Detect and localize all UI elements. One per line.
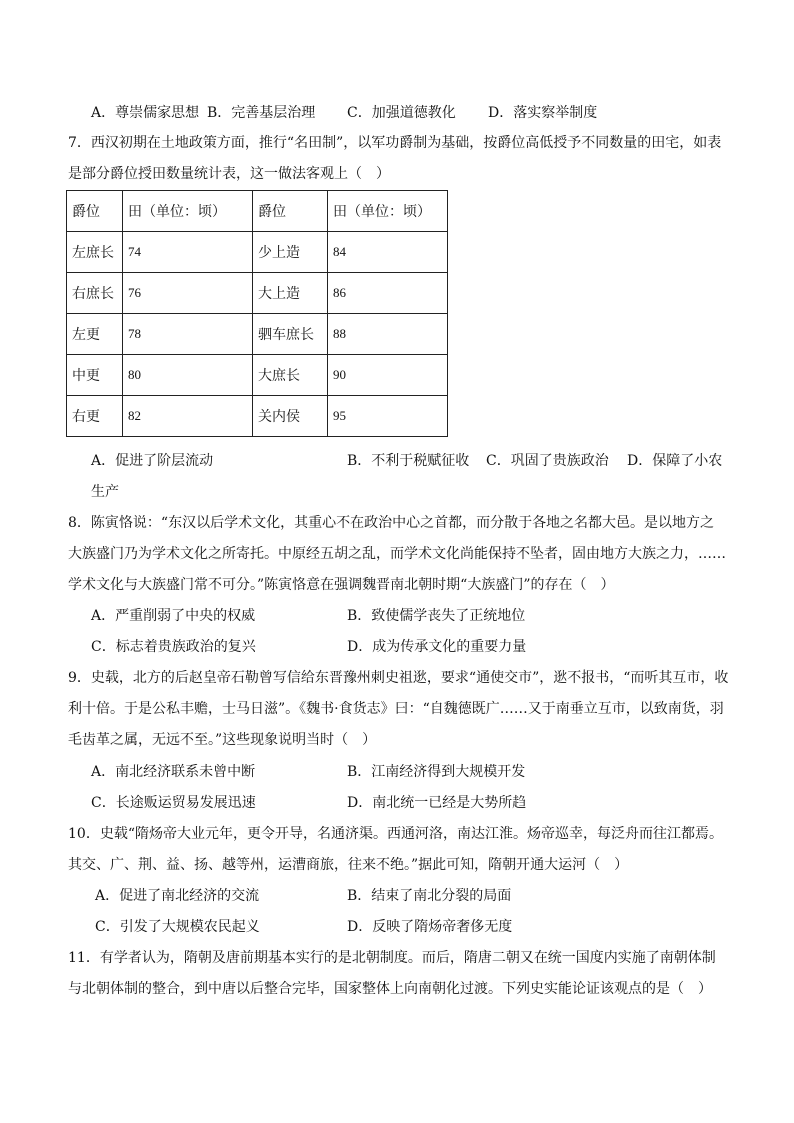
table-cell-rank: 关内侯 bbox=[253, 396, 328, 437]
table-cell-land: 88 bbox=[328, 314, 448, 355]
q6-option-b: B．完善基层治理 bbox=[207, 105, 316, 121]
q11-stem-line-2: 与北朝体制的整合，到中唐以后整合完毕，国家整体上向南朝化过渡。下列史实能论证该观点的是（ ） bbox=[68, 981, 712, 997]
q10-stem-line-2: 其交、广、荆、益、扬、越等州，运漕商旅，往来不绝。”据此可知，隋朝开通大运河（ ） bbox=[68, 857, 629, 873]
q8-stem-line-2: 大族盛门乃为学术文化之所寄托。中原经五胡之乱，而学术文化尚能保持不坠者，固由地方大族之力，…… bbox=[68, 546, 726, 562]
table-cell-land: 74 bbox=[123, 232, 253, 273]
table-cell-rank: 左庶长 bbox=[67, 232, 123, 273]
q7-option-c: C．巩固了贵族政治 bbox=[486, 453, 609, 469]
q10-option-d: D．反映了隋炀帝奢侈无度 bbox=[347, 919, 513, 935]
table-cell-rank: 中更 bbox=[67, 355, 123, 396]
table-row bbox=[67, 396, 448, 437]
q8-stem-line-1: 8．陈寅恪说：“东汉以后学术文化，其重心不在政治中心之首都，而分散于各地之名都大邑。是以地方之 bbox=[68, 515, 715, 531]
table-cell-land: 95 bbox=[328, 396, 448, 437]
table-header-cell: 田（单位：顷） bbox=[328, 191, 448, 232]
q9-option-c: C．长途贩运贸易发展迅速 bbox=[91, 795, 256, 811]
q9-stem-line-3: 毛齿革之属，无远不至。”这些现象说明当时（ ） bbox=[68, 732, 377, 748]
table-cell-rank: 左更 bbox=[67, 314, 123, 355]
table-cell-land: 80 bbox=[123, 355, 253, 396]
table-cell-land: 84 bbox=[328, 232, 448, 273]
table-header-cell: 田（单位：顷） bbox=[123, 191, 253, 232]
q10-stem-line-1: 10．史载“隋炀帝大业元年，更令开导，名通济渠。西通河洛，南达江淮。炀帝巡幸，每泛舟而往江都焉。 bbox=[68, 826, 723, 842]
q7-option-d-continued: 生产 bbox=[91, 484, 119, 500]
q7-option-d: D．保障了小农 bbox=[627, 453, 723, 469]
q7-option-b: B．不利于税赋征收 bbox=[347, 453, 470, 469]
rank-land-table bbox=[66, 190, 448, 437]
q9-stem-line-2: 利十倍。于是公私丰赡，士马日滋”。《魏书·食货志》曰：“自魏德既广……又于南垂立互市，以致南货，羽 bbox=[68, 701, 724, 717]
q7-stem-line-1: 7．西汉初期在土地政策方面，推行“名田制”，以军功爵制为基础，按爵位高低授予不同数量的田宅，如表 bbox=[68, 135, 722, 151]
table-cell-rank: 右庶长 bbox=[67, 273, 123, 314]
q7-stem-line-2: 是部分爵位授田数量统计表，这一做法客观上（ ） bbox=[68, 166, 390, 182]
table-row bbox=[67, 273, 448, 314]
q9-stem-line-1: 9．史载，北方的后赵皇帝石勒曾写信给东晋豫州刺史祖逖，要求“通使交市”，逖不报书，“而听其互市，收 bbox=[68, 670, 729, 686]
table-cell-rank: 右更 bbox=[67, 396, 123, 437]
table-row bbox=[67, 232, 448, 273]
q10-option-c: C．引发了大规模农民起义 bbox=[95, 919, 260, 935]
table-row bbox=[67, 355, 448, 396]
table-cell-rank: 驷车庶长 bbox=[253, 314, 328, 355]
q6-option-c: C．加强道德教化 bbox=[347, 105, 456, 121]
table-row bbox=[67, 314, 448, 355]
q10-option-a: A．促进了南北经济的交流 bbox=[95, 888, 260, 904]
table-header-cell: 爵位 bbox=[253, 191, 328, 232]
q8-option-d: D．成为传承文化的重要力量 bbox=[347, 639, 527, 655]
table-cell-rank: 大庶长 bbox=[253, 355, 328, 396]
q6-option-a: A．尊崇儒家思想 bbox=[91, 105, 200, 121]
q8-option-c: C．标志着贵族政治的复兴 bbox=[91, 639, 256, 655]
table-cell-land: 78 bbox=[123, 314, 253, 355]
q8-stem-line-3: 学术文化与大族盛门常不可分。”陈寅恪意在强调魏晋南北朝时期“大族盛门”的存在（ ） bbox=[68, 577, 615, 593]
table-header-row bbox=[67, 191, 448, 232]
q7-option-a: A．促进了阶层流动 bbox=[91, 453, 214, 469]
q9-option-b: B．江南经济得到大规模开发 bbox=[347, 764, 526, 780]
table-cell-rank: 大上造 bbox=[253, 273, 328, 314]
table-cell-rank: 少上造 bbox=[253, 232, 328, 273]
table-cell-land: 76 bbox=[123, 273, 253, 314]
table-cell-land: 86 bbox=[328, 273, 448, 314]
table-cell-land: 82 bbox=[123, 396, 253, 437]
table-cell-land: 90 bbox=[328, 355, 448, 396]
q9-option-d: D．南北统一已经是大势所趋 bbox=[347, 795, 527, 811]
q8-option-b: B．致使儒学丧失了正统地位 bbox=[347, 608, 526, 624]
table-header-cell: 爵位 bbox=[67, 191, 123, 232]
q8-option-a: A．严重削弱了中央的权威 bbox=[91, 608, 256, 624]
q9-option-a: A．南北经济联系未曾中断 bbox=[91, 764, 256, 780]
q11-stem-line-1: 11．有学者认为，隋朝及唐前期基本实行的是北朝制度。而后，隋唐二朝又在统一国度内实施了南朝体制 bbox=[68, 950, 716, 966]
q10-option-b: B．结束了南北分裂的局面 bbox=[347, 888, 512, 904]
q6-option-d: D．落实察举制度 bbox=[488, 105, 598, 121]
